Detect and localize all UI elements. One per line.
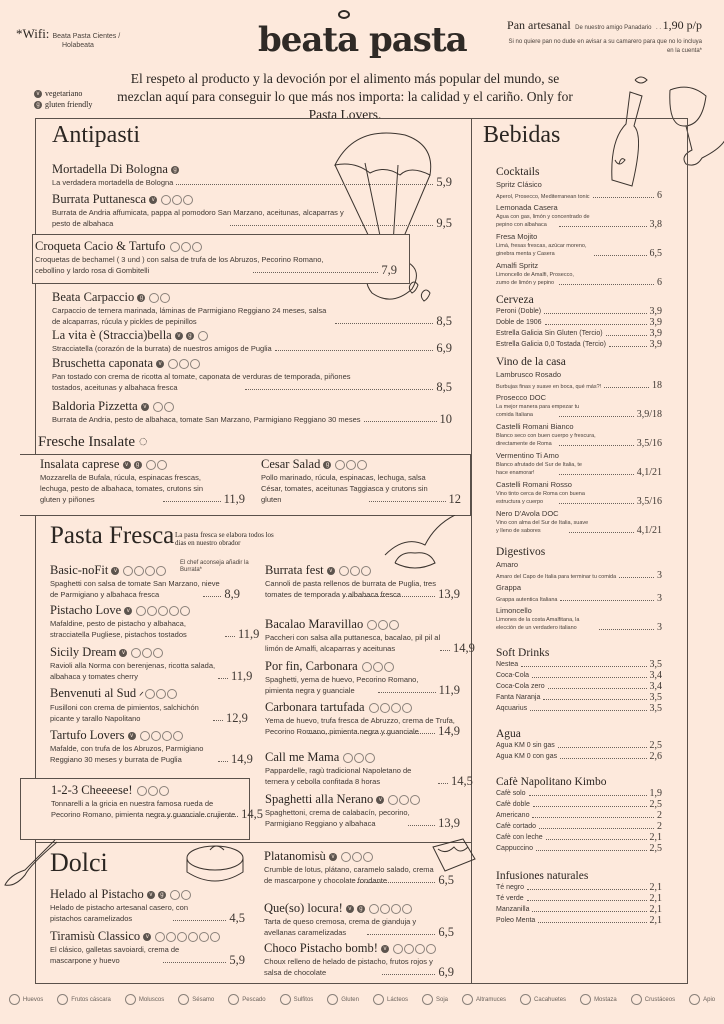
allergen-gluten: Gluten — [327, 994, 359, 1005]
vegetarian-icon: v — [147, 891, 155, 899]
vegetarian-icon: v — [123, 461, 131, 469]
allergen-sulfitos: Sulfitos — [280, 994, 314, 1005]
menu-item: Beata Carpaccio g Carpaccio de ternera marinada, láminas de Parmigiano Reggiano 24 meses, salsa de alcaparras, rúcula y pickles de pepinillos 8,5 — [52, 290, 452, 328]
allergen-icon — [167, 689, 177, 699]
price: 9,5 — [436, 216, 452, 230]
gluten-friendly-icon: g — [34, 101, 42, 109]
allergen-icon — [157, 460, 167, 470]
price: 6,5 — [438, 873, 454, 887]
allergen-apio: Apio — [689, 994, 715, 1005]
vegetarian-icon: v — [156, 360, 164, 368]
allergen-icon — [354, 753, 364, 763]
allergen-icon — [172, 195, 182, 205]
allergen-icon — [404, 944, 414, 954]
allergen-icon — [378, 620, 388, 630]
vegetarian-icon: v — [329, 853, 337, 861]
lupin-icon — [462, 994, 473, 1005]
menu-item: Sicily Dream v Ravioli alla Norma con berenjenas, ricotta salada, albahaca y tomates cherry 11,9 — [50, 645, 253, 683]
section-title-bebidas: Bebidas — [483, 122, 561, 148]
allergen-icon — [136, 606, 146, 616]
vegetarian-icon: v — [376, 796, 384, 804]
vegetarian-icon: v — [175, 332, 183, 340]
allergen-icon — [365, 753, 375, 763]
price: 14,9 — [438, 724, 460, 738]
allergen-icon — [380, 904, 390, 914]
legend-gluten-friendly: g gluten friendly — [34, 99, 92, 110]
allergen-icon — [153, 402, 163, 412]
menu-item: Tartufo Lovers v Mafalde, con trufa de los Abruzos, Parmigiano Reggiano 30 meses y burrata de Puglia 14,9 — [50, 728, 253, 766]
allergen-icon — [410, 795, 420, 805]
milk-icon — [373, 994, 384, 1005]
vegetarian-icon: v — [149, 196, 157, 204]
allergen-icon — [393, 944, 403, 954]
allergen-icon — [415, 944, 425, 954]
gluten-friendly-icon: g — [357, 905, 365, 913]
celery-icon — [689, 994, 700, 1005]
sesame-icon — [178, 994, 189, 1005]
drink-category-cocktails: Cocktails — [496, 166, 540, 178]
price: 5,9 — [436, 175, 452, 189]
vegetarian-icon: v — [34, 90, 42, 98]
allergen-icon — [146, 460, 156, 470]
pasta-fork-illustration — [375, 515, 465, 570]
drink-category-infusiones: Infusiones naturales — [496, 870, 589, 882]
menu-item: Que(so) locura! v g Tarta de queso cremosa, crema de gianduja y avellanas caramelizadas 6,5 — [264, 901, 454, 939]
bread-price: 1,90 p/p — [662, 18, 702, 32]
allergen-icon — [426, 944, 436, 954]
allergen-icon — [147, 606, 157, 616]
menu-item: Burrata Puttanesca v Burrata de Andria affumicata, pappa al pomodoro San Marzano, aceitunas, alcaparras y pesto de albahaca 9,5 — [52, 192, 452, 230]
allergen-icon — [162, 731, 172, 741]
wifi-label: *Wifi: — [16, 26, 50, 41]
allergen-icon — [367, 620, 377, 630]
allergen-icon — [156, 689, 166, 699]
allergen-icon — [181, 242, 191, 252]
vegetarian-icon: v — [119, 649, 127, 657]
menu-item: Por fin, Carbonara Spaghetti, yema de huevo, Pecorino Romano, pimienta negra y guanciale 11,9 — [265, 659, 460, 697]
menu-item: Choco Pistacho bomb! v Choux relleno de helado de pistacho, frutos rojos y salsa de chocolate 6,9 — [264, 941, 454, 979]
bread-info: Pan artesanal De nuestro amigo Panadario . . 1,90 p/p — [507, 18, 702, 32]
egg-icon — [9, 994, 20, 1005]
allergen-pescado: Pescado — [228, 994, 265, 1005]
peanut-icon — [520, 994, 531, 1005]
sulphites-icon — [280, 994, 291, 1005]
wheat-icon — [327, 994, 338, 1005]
menu-item: Cesar Salad g Pollo marinado, rúcula, espinacas, lechuga, salsa César, tomates, aceitunas Taggiasca y crutons sin gluten 12 — [261, 457, 461, 506]
drink-category-cerveza: Cerveza — [496, 294, 534, 306]
menu-item: Insalata caprese v g Mozzarella de Bufala, rúcula, espinacas frescas, lechuga, pesto de albahaca, tomates, crutons sin gluten y piñones 11,9 — [40, 457, 245, 506]
price: 5,9 — [229, 953, 245, 967]
mustard-icon — [580, 994, 591, 1005]
wifi-password: Holabeata — [62, 42, 94, 49]
gluten-friendly-icon: g — [134, 461, 142, 469]
allergen-icon — [402, 904, 412, 914]
drink-category-digestivos: Digestivos — [496, 546, 546, 558]
allergen-icon — [369, 703, 379, 713]
gluten-friendly-icon: g — [137, 294, 145, 302]
allergen-cacahuetes: Cacahuetes — [520, 994, 566, 1005]
allergen-icon — [140, 731, 150, 741]
allergen-icon — [158, 606, 168, 616]
menu-item: Burrata fest v Cannoli de pasta rellenos de burrata de Puglia, tres tomates de temporada y albahaca fresca 13,9 — [265, 563, 460, 601]
vegetarian-icon: v — [141, 403, 149, 411]
drinks-column: Cocktails Spritz Clásico Aperol, Prosecco, Mediterranean tonic 6 Lemonada Casera Agua con gas, limón y concentrado de pepino con albahaca 3,8 Fresa Mojito Limá, fresas frescas, azúcar moreno, ginebra menta y Casera 6,5 Amalfi Spritz Limoncello de Amalfi, Prosecco, zumo de limón y pepino 6 Cerveza Peroni (Doble) 3,9 Doble de 1906 3,9 Estrella Galicia Sin Gluten (Tercio) 3,9 Estrella Galicia 0,0 Tostada (Tercio) 3,9 Vino de la casa Lambrusco Rosado Burbujas finas y suave en boca, qué más?! 18 Prosecco DOC La mejor manera para empezar tu comida Italiana 3,9/18 Castelli Romani Bianco Blanco seco con buen cuerpo y frescura, directamente de Roma 3,5/16 Vermentino Ti Amo Blanco afrutado del Sur de Italia, te hace enamorar! 4,1/21 Castelli Romani Rosso Vino tinto cerca de Roma con buena estructura y cuerpo 3,5/16 Nero D'Avola DOC Vino con alma del Sur de Italia, suave y lleno de sabores 4,1/21 Digestivos Amaro Amaro del Capo de Italia para terminar tu comida 3 Grappa Grappa autentica Italiana 3 Limoncello Limones de la costa Amalfitana, la elección de un verdadero italiano 3 Soft Drinks Nestea 3,5 Coca-Cola 3,4 Coca-Cola zero 3,4 Fanta Naranja 3,5 Aqcuarius 3,5 Agua Agua KM 0 sin gas 2,5 Agua KM 0 con gas 2,6 Cafè Napolitano Kimbo Cafè solo 1,9 Cafè doble 2,5 Americano 2 Cafè cortado 2 Cafè con leche 2,1 Cappuccino 2,5 Infusiones naturales Té negro 2,1 Té verde 2,1 Manzanilla 2,1 Poleo Menta 2,1 — [496, 166, 662, 926]
allergen-icon — [389, 620, 399, 630]
tagline: El respeto al producto y la devoción por el alimento más popular del mundo, se mezclan aquí para conseguir lo que más nos importa: la calidad y el cariño. Only for Pasta Lovers. — [117, 71, 573, 122]
allergen-icon — [164, 402, 174, 412]
allergen-lacteos: Lácteos — [373, 994, 408, 1005]
menu-item: Pistacho Love v Mafaldine, pesto de pistacho y albahaca, stracciatella Pugliese, pistachos tostados 11,9 — [50, 603, 260, 641]
price: 4,5 — [229, 911, 245, 925]
price: 13,9 — [438, 587, 460, 601]
section-title-dolci: Dolci — [50, 848, 108, 877]
allergen-icon — [210, 932, 220, 942]
section-title-antipasti: Antipasti — [52, 122, 140, 148]
vegetarian-icon: v — [111, 567, 119, 575]
vegetarian-icon: v — [346, 905, 354, 913]
allergen-icon — [145, 689, 155, 699]
allergen-icon — [153, 648, 163, 658]
menu-item: Tiramisù Classico v El clásico, galletas savoiardi, crema de mascarpone y huevo 5,9 — [50, 929, 245, 967]
allergen-icon — [183, 195, 193, 205]
allergen-icon — [341, 852, 351, 862]
allergen-icon — [161, 195, 171, 205]
allergen-sesamo: Sésamo — [178, 994, 214, 1005]
menu-item: Basic-noFit v Spaghetti con salsa de tomate San Marzano, nieve de Parmigiano y albahaca fresca 8,9 — [50, 563, 240, 601]
allergen-icon — [156, 566, 166, 576]
section-title-pasta: Pasta Fresca — [50, 522, 175, 549]
allergen-icon — [357, 460, 367, 470]
price: 12,9 — [226, 711, 248, 725]
allergen-icon — [159, 786, 169, 796]
allergen-icon — [181, 890, 191, 900]
wifi-value: Beata Pasta Cientes / — [52, 33, 121, 40]
allergen-icon — [335, 460, 345, 470]
price: 12 — [448, 492, 461, 506]
menu-item: Bruschetta caponata v Pan tostado con crema de ricotta al tomate, caponata de verduras de temporada, piñones tostados, aceitunas y albahaca fresca 8,5 — [52, 356, 452, 394]
allergen-altramuces: Altramuces — [462, 994, 506, 1005]
allergen-moluscos: Moluscos — [125, 994, 164, 1005]
price: 11,9 — [438, 683, 460, 697]
allergen-icon — [166, 932, 176, 942]
price: 14,9 — [453, 641, 475, 655]
allergen-icon — [173, 731, 183, 741]
vegetarian-icon: v — [128, 732, 136, 740]
menu-item: Bacalao Maravillao Paccheri con salsa alla puttanesca, bacalao, pil pil al limón de Amalfi, alcaparras y aceitunas 14,9 — [265, 617, 475, 655]
vegetarian-icon: v — [143, 933, 151, 941]
fish-icon — [228, 994, 239, 1005]
allergen-icon — [188, 932, 198, 942]
allergen-icon — [343, 753, 353, 763]
allergen-icon — [149, 293, 159, 303]
allergen-icon — [391, 703, 401, 713]
allergen-icon — [168, 359, 178, 369]
allergen-icon — [362, 662, 372, 672]
allergen-huevos: Huevos — [9, 994, 43, 1005]
allergen-icon — [384, 662, 394, 672]
allergen-legend — [0, 994, 724, 1005]
menu-item: Platanomisù v Crumble de lotus, plátano, caramelo salado, crema de mascarpone y chocolate fondante 6,5 — [264, 849, 454, 887]
allergen-icon — [369, 904, 379, 914]
allergen-icon — [391, 904, 401, 914]
chili-icon: 𝄍 — [139, 689, 144, 699]
diet-legend — [34, 88, 92, 110]
menu-item: Baldoria Pizzetta v Burrata de Andria, pesto de albahaca, tomate San Marzano, Parmigiano Reggiano 30 meses 10 — [52, 399, 452, 426]
gluten-friendly-icon: g — [171, 166, 179, 174]
price: 11,9 — [223, 492, 245, 506]
bread-note: Si no quiere pan no dude en avisar a su camarero para que no lo incluya en la cuenta* — [508, 39, 702, 54]
allergen-icon — [373, 662, 383, 672]
allergen-icon — [170, 890, 180, 900]
allergen-icon — [339, 566, 349, 576]
menu-item: La vita è (Straccia)bella v g Stracciatella (corazón de la burrata) de nuestros amigos de Puglia 6,9 — [52, 328, 452, 355]
allergen-icon — [180, 606, 190, 616]
allergen-icon — [134, 566, 144, 576]
nuts-icon — [57, 994, 68, 1005]
section-title-insalate: Fresche Insalate ◌ — [38, 434, 148, 450]
menu-item: Helado al Pistacho v g Helado de pistacho artesanal casero, con pistachos caramelizados 4,5 — [50, 887, 245, 925]
allergen-icon — [346, 460, 356, 470]
allergen-icon — [151, 731, 161, 741]
allergen-icon — [190, 359, 200, 369]
price: 6,9 — [436, 341, 452, 355]
menu-item: Call me Mama Pappardelle, ragù tradicional Napoletano de ternera y cebolla confitada 8 horas 14,5 — [265, 750, 473, 788]
mollusc-icon — [125, 994, 136, 1005]
pasta-subtitle: La pasta fresca se elabora todos los dias en nuestro obrador — [175, 531, 274, 547]
allergen-icon — [179, 359, 189, 369]
allergen-icon — [148, 786, 158, 796]
apple-icon: ◌ — [138, 434, 148, 450]
drink-category-soft-drinks: Soft Drinks — [496, 647, 550, 659]
gluten-friendly-icon: g — [323, 461, 331, 469]
price: 8,9 — [224, 587, 240, 601]
cheese-wheel-illustration — [180, 840, 260, 890]
crustacean-icon — [631, 994, 642, 1005]
allergen-icon — [350, 566, 360, 576]
price: 14,9 — [231, 752, 253, 766]
menu-item: Benvenuti al Sud 𝄍 Fusilloni con crema de pimientos, salchichón picante y tarallo Napolitano 12,9 — [50, 686, 248, 725]
vegetarian-icon: v — [124, 607, 132, 615]
allergen-icon — [169, 606, 179, 616]
price: 11,9 — [231, 669, 253, 683]
price: 8,5 — [436, 380, 452, 394]
allergen-icon — [361, 566, 371, 576]
chef-note: El chef aconseja añadir la Burrata* — [180, 560, 249, 573]
allergen-icon — [155, 932, 165, 942]
wifi-info — [16, 26, 120, 49]
menu-item: Carbonara tartufada Yema de huevo, trufa fresca de Abruzzo, crema de Trufa, Pecorino Romano, pimienta negra y guanciale 14,9 — [265, 700, 460, 738]
gluten-friendly-icon: g — [186, 332, 194, 340]
special-item-box: 1-2-3 Cheeeese! Tonnarelli a la gricia en nuestra famosa rueda de Pecorino Romano, pimienta negra y guanciale crujiente 14,5 — [20, 778, 250, 840]
allergen-icon — [399, 795, 409, 805]
allergen-frutos-cascara: Frutos cáscara — [57, 994, 111, 1005]
price: 11,9 — [238, 627, 260, 641]
allergen-icon — [199, 932, 209, 942]
price: 14,5 — [451, 774, 473, 788]
menu-item: Spaghetti alla Nerano v Spaghettoni, crema de calabacín, pecorino, Parmigiano Reggiano y albahaca 13,9 — [265, 792, 460, 830]
logo-mark-icon — [338, 10, 350, 19]
menu-item: Mortadella Di Bologna g La verdadera mortadella de Bologna 5,9 — [52, 162, 452, 189]
legend-vegetarian: v vegetariano — [34, 88, 92, 99]
bread-subtitle: De nuestro amigo Panadario — [575, 25, 652, 31]
menu-item-highlight: Croqueta Cacio & Tartufo Croquetas de bechamel ( 3 und ) con salsa de trufa de los Abruzos, Pecorino Romano, cebollino y lardo rosa di Gombitelli 7,9 — [32, 234, 410, 284]
allergen-mostaza: Mostaza — [580, 994, 617, 1005]
vegetarian-icon: v — [327, 567, 335, 575]
drink-category-vino: Vino de la casa — [496, 356, 566, 368]
price: 10 — [439, 412, 452, 426]
price: 6,9 — [438, 965, 454, 979]
allergen-icon — [160, 293, 170, 303]
price: 6,5 — [438, 925, 454, 939]
price: 13,9 — [438, 816, 460, 830]
vegetarian-icon: v — [381, 945, 389, 953]
drink-category-agua: Agua — [496, 728, 521, 740]
allergen-icon — [145, 566, 155, 576]
allergen-icon — [137, 786, 147, 796]
drink-category-cafe: Cafè Napolitano Kimbo — [496, 776, 607, 788]
price: 14,5 — [241, 807, 263, 821]
soy-icon — [422, 994, 433, 1005]
allergen-icon — [198, 331, 208, 341]
allergen-icon — [402, 703, 412, 713]
allergen-icon — [123, 566, 133, 576]
allergen-soja: Soja — [422, 994, 448, 1005]
allergen-icon — [131, 648, 141, 658]
bread-title: Pan artesanal — [507, 18, 571, 32]
logo: beata pasta — [258, 20, 467, 60]
allergen-crustaceos: Crustáceos — [631, 994, 675, 1005]
gluten-friendly-icon: g — [158, 891, 166, 899]
price: 7,9 — [381, 263, 397, 277]
allergen-icon — [177, 932, 187, 942]
price: 8,5 — [436, 314, 452, 328]
allergen-icon — [352, 852, 362, 862]
allergen-icon — [142, 648, 152, 658]
allergen-icon — [380, 703, 390, 713]
allergen-icon — [170, 242, 180, 252]
allergen-icon — [192, 242, 202, 252]
allergen-icon — [363, 852, 373, 862]
allergen-icon — [388, 795, 398, 805]
